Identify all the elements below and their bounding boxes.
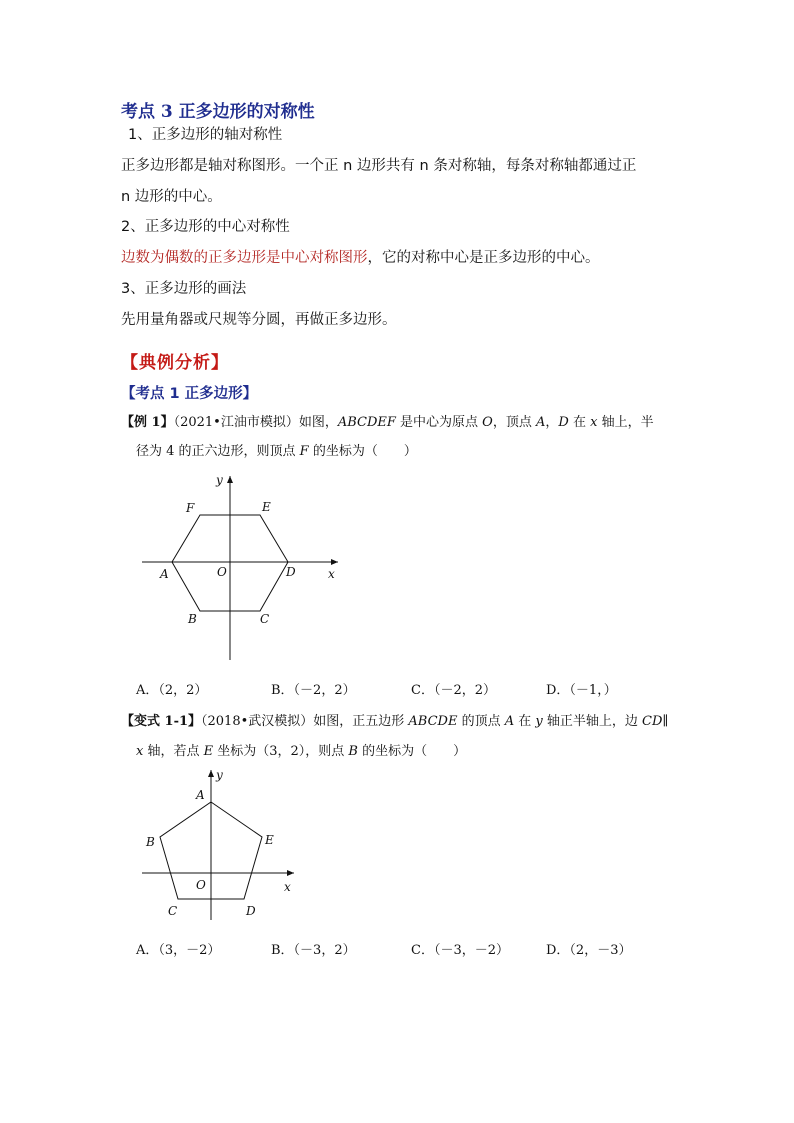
- text: 轴，若点: [143, 744, 204, 759]
- text: （2021•江油市模拟）如图，: [173, 415, 338, 430]
- paragraph-axis-symmetry-line2: n 边形的中心。: [121, 189, 222, 205]
- section-title: 考点 3 正多边形的对称性: [121, 102, 315, 122]
- label-C: C: [168, 904, 178, 918]
- text: E: [203, 744, 214, 759]
- text: F: [299, 444, 309, 459]
- text: y: [535, 714, 543, 729]
- example1-tag: 【例 1】: [121, 415, 174, 430]
- label-F: F: [186, 501, 195, 515]
- label-A: A: [196, 788, 205, 802]
- label-E: E: [265, 833, 274, 847]
- highlight-text: 边数为偶数的正多边形是中心对称图形: [121, 250, 368, 266]
- subheading-axis-symmetry: 1、正多边形的轴对称性: [128, 127, 283, 143]
- text: （2018•武汉模拟）如图，正五边形: [201, 714, 409, 729]
- analysis-heading: 【典例分析】: [121, 353, 229, 373]
- label-A: A: [160, 567, 169, 581]
- example1-option-b[interactable]: B．（－2，2）: [271, 683, 356, 698]
- label-O: O: [217, 565, 227, 579]
- example1-option-c[interactable]: C．（－2，2）: [411, 683, 496, 698]
- kaodian-heading: 【考点 1 正多边形】: [121, 386, 258, 402]
- label-B: B: [188, 612, 197, 626]
- label-y: y: [216, 473, 223, 487]
- example1-option-a[interactable]: A．（2，2）: [136, 683, 208, 698]
- label-D: D: [286, 565, 296, 579]
- paragraph-axis-symmetry-line1: 正多边形都是轴对称图形。一个正 n 边形共有 n 条对称轴，每条对称轴都通过正: [121, 158, 637, 174]
- text: A: [504, 714, 515, 729]
- text: 轴正半轴上，边: [542, 714, 642, 729]
- label-x: x: [328, 567, 335, 581]
- example1-line2: [136, 440, 417, 459]
- text: 径为 4 的正六边形，则顶点: [136, 444, 300, 459]
- text: 在: [568, 415, 591, 430]
- text: 的顶点: [457, 714, 505, 729]
- text: CD: [642, 714, 663, 729]
- label-x: x: [284, 880, 291, 894]
- text: 在: [514, 714, 536, 729]
- text: ，顶点: [492, 415, 536, 430]
- variant1-line1: [121, 710, 668, 729]
- text: A: [535, 415, 546, 430]
- subheading-drawing-method: 3、正多边形的画法: [121, 281, 247, 297]
- text: O: [482, 415, 493, 430]
- label-D: D: [246, 904, 256, 918]
- variant1-option-a[interactable]: A．（3，－2）: [136, 943, 221, 958]
- label-y: y: [216, 768, 223, 782]
- subheading-central-symmetry: 2、正多边形的中心对称性: [121, 219, 290, 235]
- text: ABCDE: [408, 714, 458, 729]
- paragraph-rest: ，它的对称中心是正多边形的中心。: [367, 250, 600, 266]
- text: 的坐标为（ ）: [357, 744, 467, 759]
- text: ，: [545, 415, 559, 430]
- text: ∥: [662, 714, 669, 729]
- label-O: O: [196, 878, 206, 892]
- text: ABCDEF: [337, 415, 396, 430]
- example1-option-d[interactable]: D．（－1，）: [546, 683, 617, 698]
- variant1-option-b[interactable]: B．（－3，2）: [271, 943, 356, 958]
- label-E: E: [262, 500, 271, 514]
- text: 是中心为原点: [395, 415, 483, 430]
- example1-line1: [121, 411, 654, 430]
- variant1-line2: [136, 740, 466, 759]
- paragraph-central-symmetry: [121, 246, 600, 267]
- text: D: [558, 415, 569, 430]
- text: 轴上，半: [597, 415, 654, 430]
- label-B: B: [146, 835, 155, 849]
- hexagon-figure: [136, 470, 346, 665]
- text: 的坐标为（ ）: [308, 444, 417, 459]
- text: x: [590, 415, 598, 430]
- paragraph-drawing-method: 先用量角器或尺规等分圆，再做正多边形。: [121, 312, 397, 328]
- text: B: [348, 744, 358, 759]
- text: x: [136, 744, 144, 759]
- variant1-option-d[interactable]: D．（2，－3）: [546, 943, 632, 958]
- variant1-tag: 【变式 1-1】: [121, 714, 202, 729]
- pentagon-figure: [136, 764, 306, 924]
- variant1-option-c[interactable]: C．（－3，－2）: [411, 943, 509, 958]
- label-C: C: [260, 612, 270, 626]
- text: 坐标为（3，2），则点: [213, 744, 349, 759]
